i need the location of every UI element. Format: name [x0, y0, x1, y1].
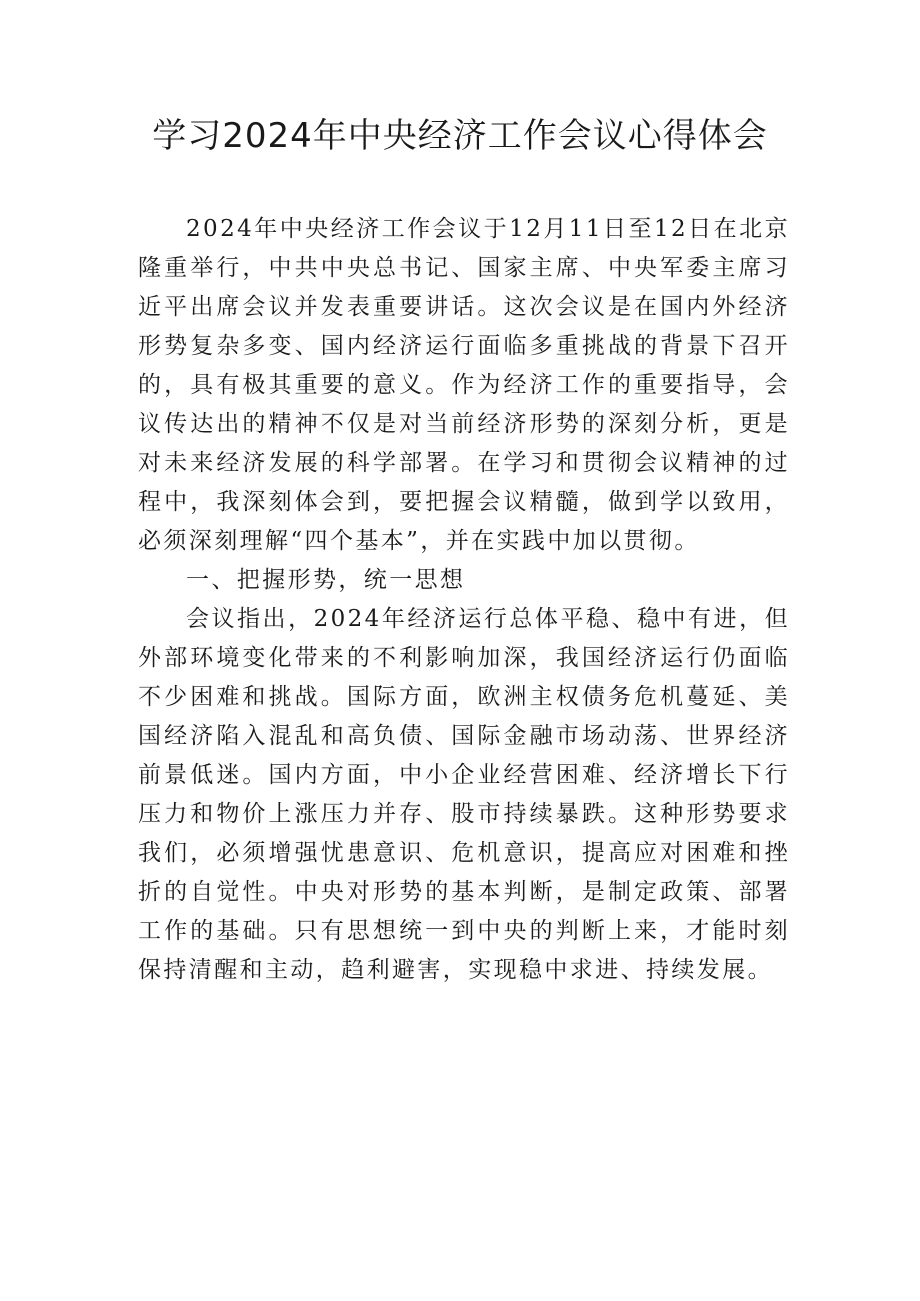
paragraph-intro: 2024年中央经济工作会议于12月11日至12日在北京隆重举行，中共中央总书记、国家主席、中央军委主席习近平出席会议并发表重要讲话。这次会议是在国内外经济形势复杂多变、国内经济运行面临多重挑战的背景下召开的，具有极其重要的意义。作为经济工作的重要指导，会议传达出的精神不仅是对当前经济形势的深刻分析，更是对未来经济发展的科学部署。在学习和贯彻会议精神的过程中，我深刻体会到，要把握会议精髓，做到学以致用，必须深刻理解“四个基本”，并在实践中加以贯彻。 — [138, 216, 790, 554]
document-title: 学习2024年中央经济工作会议心得体会 — [152, 116, 768, 156]
paragraph-section-1: 会议指出，2024年经济运行总体平稳、稳中有进，但外部环境变化带来的不利影响加深，我国经济运行仍面临不少困难和挑战。国际方面，欧洲主权债务危机蔓延、美国经济陷入混乱和高负债、国际金融市场动荡、世界经济前景低迷。国内方面，中小企业经营困难、经济增长下行压力和物价上涨压力并存、股市持续暴跌。这种形势要求我们，必须增强忧患意识、危机意识，提高应对困难和挫折的自觉性。中央对形势的基本判断，是制定政策、部署工作的基础。只有思想统一到中央的判断上来，才能时刻保持清醒和主动，趋利避害，实现稳中求进、持续发展。 — [138, 606, 790, 983]
section-heading-1: 一、把握形势，统一思想 — [186, 567, 466, 593]
document-body — [138, 210, 790, 990]
